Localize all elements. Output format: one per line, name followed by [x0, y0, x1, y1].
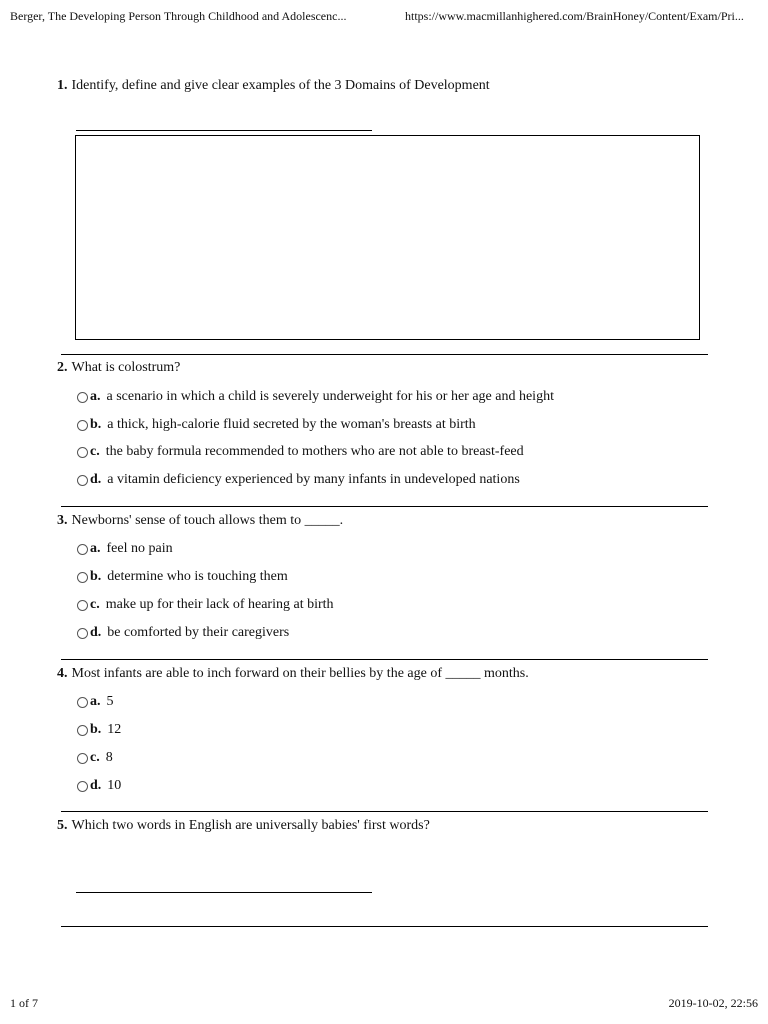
choice-4c[interactable] — [77, 750, 113, 766]
radio-button[interactable] — [77, 781, 88, 792]
header-title: Berger, The Developing Person Through Childhood and Adolescenc... — [10, 9, 347, 23]
question-4 — [57, 666, 529, 682]
choice-text: 5 — [106, 694, 114, 709]
choice-2c[interactable] — [77, 444, 524, 460]
choice-text: a scenario in which a child is severely underweight for his or her age and height — [106, 389, 554, 404]
question-3 — [57, 513, 343, 529]
choice-text: 12 — [107, 722, 122, 737]
question-number: 2. — [57, 360, 68, 375]
choice-3a[interactable] — [77, 541, 173, 557]
choice-letter: b. — [90, 417, 102, 432]
question-divider — [61, 659, 708, 660]
question-number: 4. — [57, 666, 68, 681]
page-number: 1 of 7 — [10, 996, 38, 1010]
radio-button[interactable] — [77, 572, 88, 583]
choice-letter: c. — [90, 597, 100, 612]
radio-button[interactable] — [77, 725, 88, 736]
radio-button[interactable] — [77, 544, 88, 555]
choice-text: a vitamin deficiency experienced by many infants in undeveloped nations — [107, 472, 520, 487]
choice-letter: b. — [90, 569, 102, 584]
choice-letter: a. — [90, 541, 101, 556]
choice-letter: d. — [90, 625, 102, 640]
question-divider — [61, 811, 708, 812]
short-answer-line — [76, 130, 372, 131]
radio-button[interactable] — [77, 628, 88, 639]
choice-letter: c. — [90, 444, 100, 459]
question-text: What is colostrum? — [71, 360, 181, 375]
choice-letter: a. — [90, 694, 101, 709]
header-url: https://www.macmillanhighered.com/BrainHoney/Content/Exam/Pri... — [405, 9, 744, 23]
choice-letter: b. — [90, 722, 102, 737]
print-timestamp: 2019-10-02, 22:56 — [668, 996, 758, 1010]
choice-4b[interactable] — [77, 722, 121, 738]
choice-2a[interactable] — [77, 389, 554, 405]
question-text: Which two words in English are universally babies' first words? — [71, 818, 430, 833]
radio-button[interactable] — [77, 420, 88, 431]
question-number: 5. — [57, 818, 68, 833]
choice-3c[interactable] — [77, 597, 334, 613]
radio-button[interactable] — [77, 753, 88, 764]
essay-answer-box[interactable] — [75, 135, 700, 340]
choice-4a[interactable] — [77, 694, 114, 710]
question-number: 3. — [57, 513, 68, 528]
short-answer-line[interactable] — [76, 892, 372, 893]
choice-text: feel no pain — [106, 541, 173, 556]
choice-text: the baby formula recommended to mothers who are not able to breast-feed — [105, 444, 524, 459]
choice-3d[interactable] — [77, 625, 289, 641]
choice-2b[interactable] — [77, 417, 476, 433]
question-divider — [61, 506, 708, 507]
choice-4d[interactable] — [77, 778, 121, 794]
choice-text: be comforted by their caregivers — [107, 625, 290, 640]
question-text: Newborns' sense of touch allows them to _____. — [71, 513, 344, 528]
choice-letter: c. — [90, 750, 100, 765]
question-divider — [61, 926, 708, 927]
question-text: Most infants are able to inch forward on their bellies by the age of _____ months. — [71, 666, 529, 681]
question-number: 1. — [57, 78, 68, 93]
question-2 — [57, 360, 180, 376]
question-divider — [61, 354, 708, 355]
radio-button[interactable] — [77, 600, 88, 611]
radio-button[interactable] — [77, 447, 88, 458]
choice-text: make up for their lack of hearing at birth — [105, 597, 334, 612]
radio-button[interactable] — [77, 392, 88, 403]
choice-3b[interactable] — [77, 569, 288, 585]
question-text: Identify, define and give clear examples of the 3 Domains of Development — [71, 78, 490, 93]
choice-letter: d. — [90, 472, 102, 487]
question-1 — [57, 78, 490, 94]
choice-text: 8 — [105, 750, 113, 765]
choice-letter: a. — [90, 389, 101, 404]
choice-text: 10 — [107, 778, 122, 793]
question-5 — [57, 818, 430, 834]
choice-text: determine who is touching them — [107, 569, 288, 584]
choice-letter: d. — [90, 778, 102, 793]
radio-button[interactable] — [77, 475, 88, 486]
choice-text: a thick, high-calorie fluid secreted by the woman's breasts at birth — [107, 417, 476, 432]
choice-2d[interactable] — [77, 472, 520, 488]
radio-button[interactable] — [77, 697, 88, 708]
